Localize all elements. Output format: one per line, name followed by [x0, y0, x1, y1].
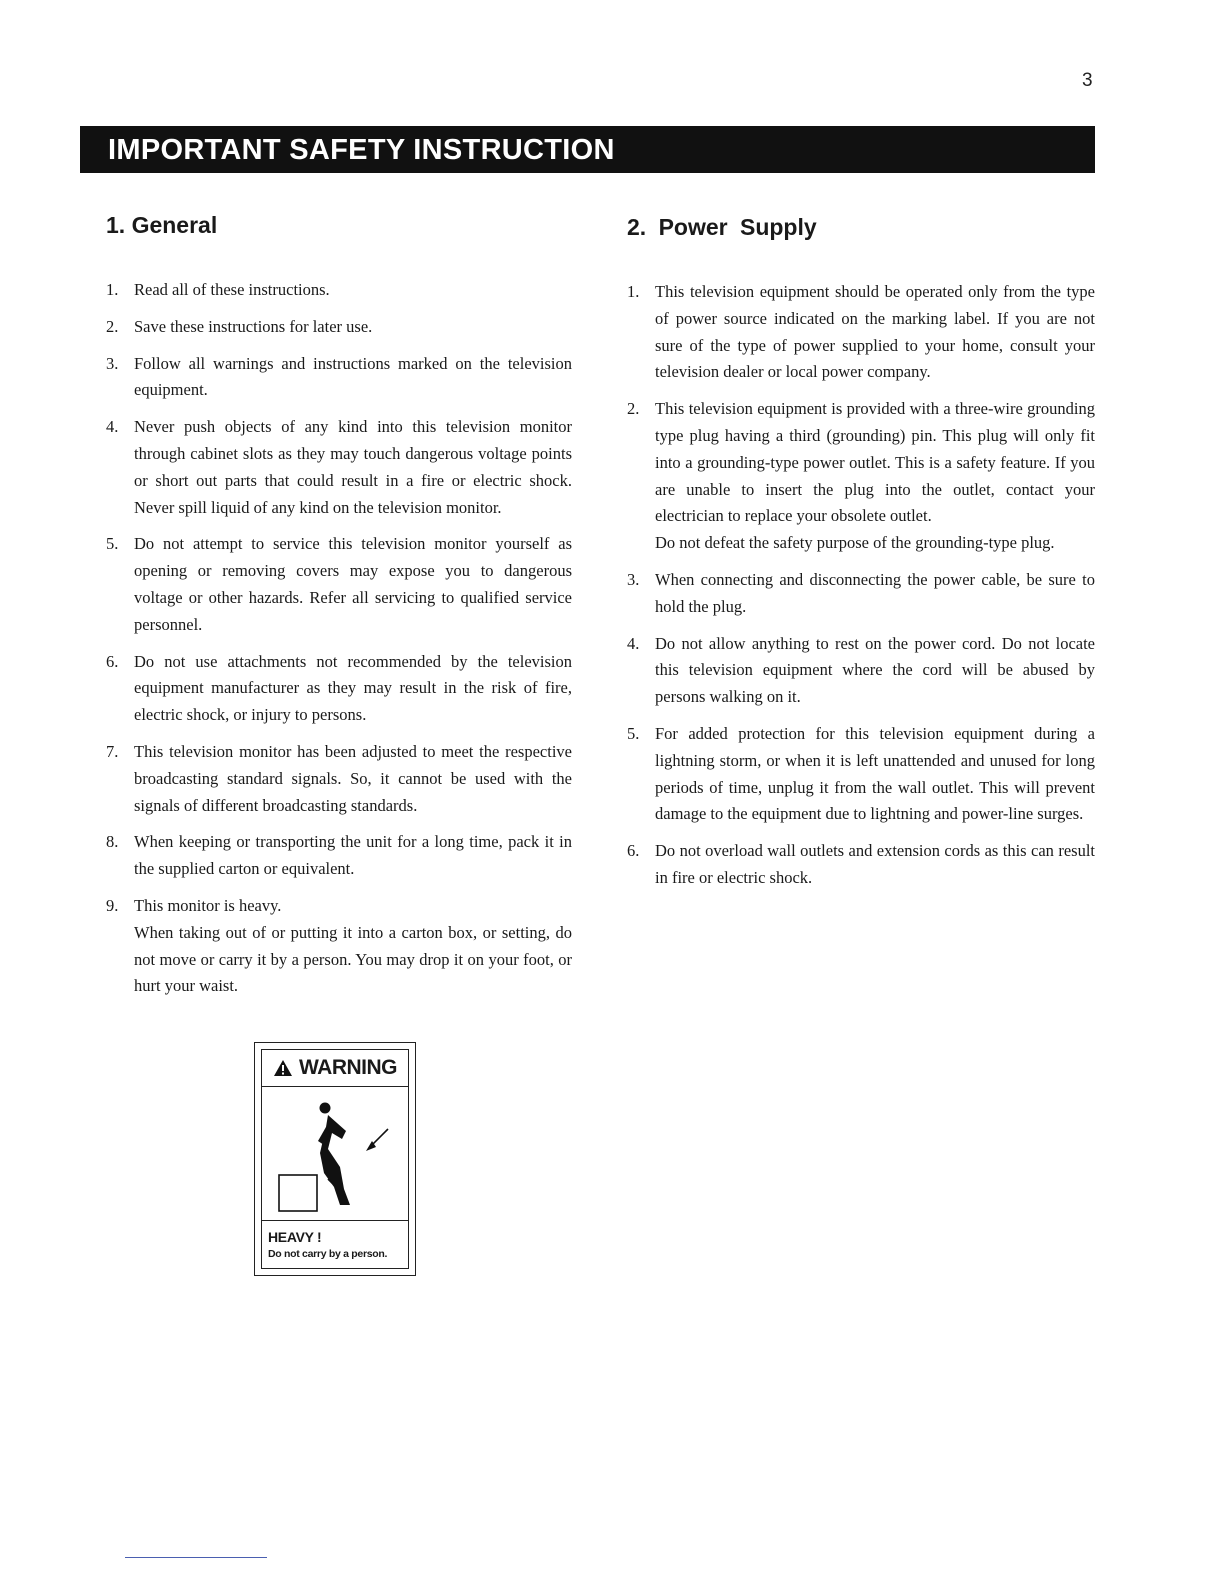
- item-text: When connecting and disconnecting the power cable, be sure to hold the plug.: [655, 569, 1095, 616]
- heavy-warning-label: [254, 1042, 416, 1276]
- power-supply-section: [627, 279, 1095, 902]
- item-number: 7.: [106, 741, 119, 761]
- list-item: [106, 531, 572, 638]
- list-item: [106, 829, 572, 883]
- item-text: This television monitor has been adjusted to meet the respective broadcasting standard signals. So, it cannot be used with the signals of different broadcasting standards.: [134, 741, 572, 815]
- person-lifting-box-icon: [262, 1087, 410, 1221]
- general-heading: 1. General: [106, 212, 218, 238]
- item-text: Do not allow anything to rest on the power cord. Do not locate this television equipment where the cord will be abused by persons walking on it.: [655, 633, 1095, 707]
- item-text: Save these instructions for later use.: [134, 316, 373, 336]
- item-number: 8.: [106, 832, 119, 852]
- list-item: [106, 351, 572, 405]
- list-item: [627, 631, 1095, 711]
- power-supply-heading: 2. Power Supply: [627, 214, 817, 240]
- item-text: For added protection for this television equipment during a lightning storm, or when it is left unattended and unused for long periods of time, unplug it from the wall outlet. This will prevent damage to the equipment due to lightning and power-line surges.: [655, 723, 1095, 824]
- list-item: [106, 314, 572, 341]
- item-number: 9.: [106, 895, 119, 915]
- item-text: Do not overload wall outlets and extension cords as this can result in fire or electric shock.: [655, 841, 1095, 887]
- item-number: 3.: [627, 569, 640, 589]
- list-item: [106, 414, 572, 521]
- warning-caption-text: Do not carry by a person.: [268, 1248, 388, 1260]
- item-number: 4.: [627, 633, 640, 653]
- item-number: 5.: [106, 534, 119, 554]
- list-item: [627, 567, 1095, 621]
- item-text: This monitor is heavy.: [134, 895, 282, 915]
- item-text: This television equipment should be operated only from the type of power source indicated on the marking label. If you are not sure of the type of power supplied to your home, consult your television dealer or local power company.: [655, 282, 1095, 382]
- item-number: 4.: [106, 417, 119, 437]
- item-number: 1.: [106, 280, 119, 299]
- item-text-continued: When taking out of or putting it into a carton box, or setting, do not move or carry it by a person. You may drop it on your foot, or hurt your waist.: [134, 922, 572, 996]
- page-title-banner: IMPORTANT SAFETY INSTRUCTION: [80, 126, 1095, 173]
- item-text: This television equipment is provided with a three-wire grounding type plug having a third (grounding) pin. This plug will only fit into a grounding-type power outlet. This is a safety feature. If you are unable to insert the plug into the outlet, contact your electrician to replace your obsolete outlet.: [655, 399, 1095, 526]
- item-text: Follow all warnings and instructions marked on the television equipment.: [134, 353, 572, 400]
- warning-label-frame: [261, 1049, 409, 1269]
- item-number: 6.: [106, 651, 119, 671]
- list-item: [627, 279, 1095, 386]
- general-list: [106, 277, 572, 1000]
- page-number: 3: [1082, 70, 1093, 91]
- list-item: [627, 838, 1095, 892]
- item-number: 1.: [627, 282, 640, 301]
- item-number: 6.: [627, 841, 640, 861]
- item-text: Never push objects of any kind into this television monitor through cabinet slots as they may touch dangerous voltage points or short out parts that could result in a fire or electric shock. Never spill liquid of any kind on the television monitor.: [134, 417, 572, 517]
- item-text: Read all of these instructions.: [134, 280, 330, 299]
- list-item: [627, 721, 1095, 828]
- general-section: [106, 277, 572, 1010]
- item-number: 5.: [627, 723, 640, 743]
- list-item: [106, 649, 572, 729]
- warning-caption: [262, 1220, 408, 1268]
- item-text: Do not use attachments not recommended by the television equipment manufacturer as they may result in the risk of fire, electric shock, or injury to persons.: [134, 651, 572, 725]
- list-item: [106, 277, 572, 304]
- footer-rule: [125, 1557, 267, 1558]
- list-item: [106, 893, 572, 1000]
- warning-triangle-icon: [273, 1059, 293, 1077]
- list-item: [106, 739, 572, 819]
- warning-title: WARNING: [299, 1056, 397, 1079]
- warning-header: [262, 1050, 408, 1087]
- item-number: 3.: [106, 353, 119, 373]
- item-text-continued: Do not defeat the safety purpose of the grounding-type plug.: [655, 533, 1055, 553]
- lifting-person-pictogram: [262, 1087, 408, 1221]
- item-text: When keeping or transporting the unit for a long time, pack it in the supplied carton or equivalent.: [134, 832, 572, 879]
- list-item: [627, 396, 1095, 557]
- item-number: 2.: [106, 316, 119, 336]
- item-number: 2.: [627, 399, 640, 419]
- warning-caption-title: HEAVY !: [268, 1229, 322, 1245]
- item-text: Do not attempt to service this television monitor yourself as opening or removing covers may expose you to dangerous voltage or other hazards. Refer all servicing to qualified service personnel.: [134, 534, 572, 634]
- power-supply-list: [627, 279, 1095, 892]
